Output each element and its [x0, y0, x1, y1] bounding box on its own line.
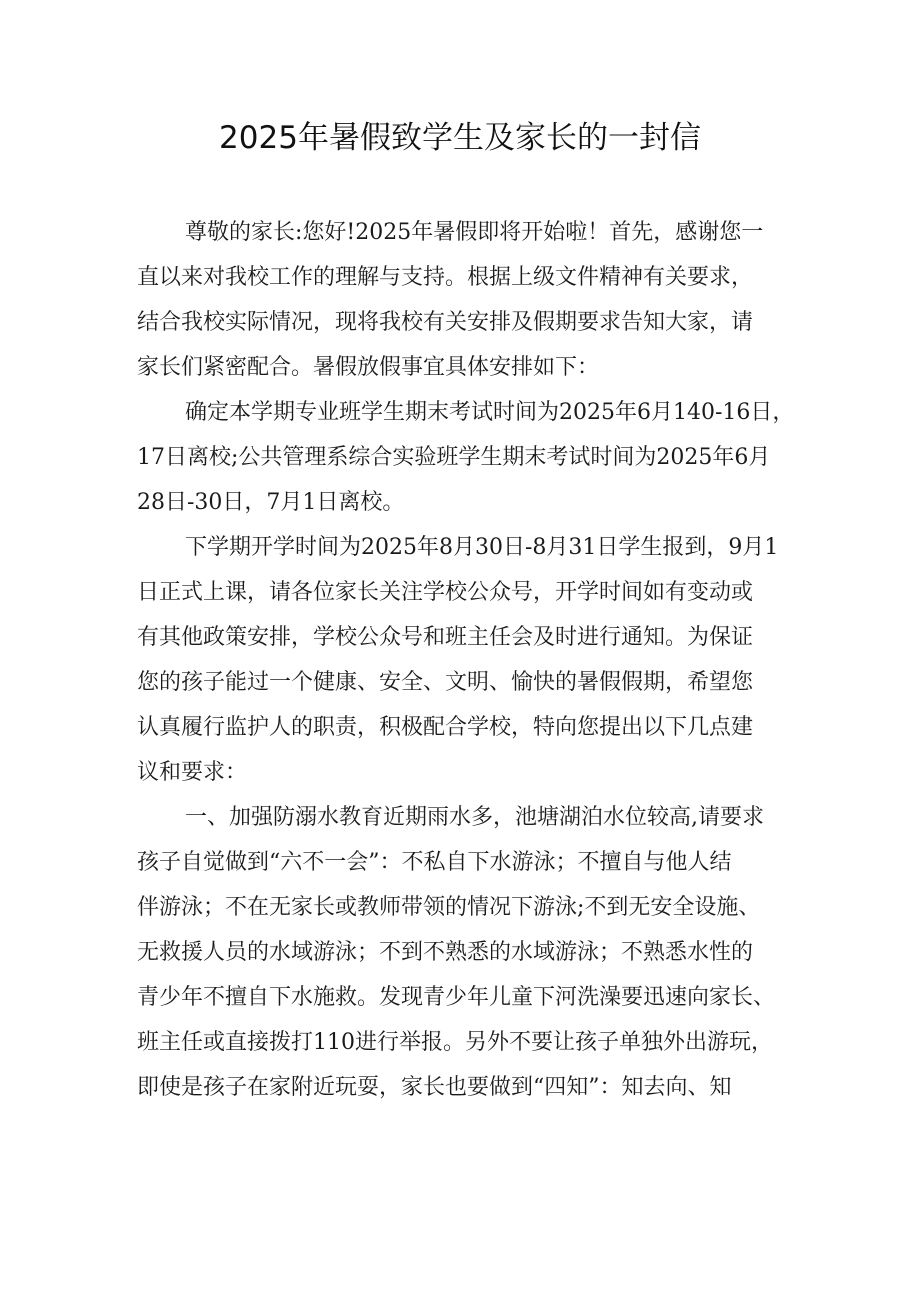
text-line: 28日-30日，7月1日离校。: [137, 490, 405, 515]
text-line: 议和要求：: [137, 760, 248, 785]
text-line: 日正式上课，请各位家长关注学校公众号，开学时间如有变动或: [137, 580, 754, 605]
text-line: 您的孩子能过一个健康、安全、文明、愉快的暑假假期，希望您: [137, 670, 754, 695]
document-body: [137, 210, 797, 1110]
paragraph-exam-schedule: [137, 390, 797, 525]
text-line: 直以来对我校工作的理解与支持。根据上级文件精神有关要求，: [137, 265, 754, 290]
text-line: 17日离校;公共管理系综合实验班学生期末考试时间为2025年6月: [137, 445, 771, 470]
text-line: 无救援人员的水域游泳；不到不熟悉的水域游泳；不熟悉水性的: [137, 940, 754, 965]
text-line: 青少年不擅自下水施救。发现青少年儿童下河洗澡要迅速向家长、: [137, 985, 776, 1010]
paragraph-greeting: [137, 210, 797, 390]
text-line: 结合我校实际情况，现将我校有关安排及假期要求告知大家，请: [137, 310, 754, 335]
text-line: 有其他政策安排，学校公众号和班主任会及时进行通知。为保证: [137, 625, 754, 650]
text-line: 尊敬的家长:您好!2025年暑假即将开始啦！首先，感谢您一: [185, 220, 764, 245]
paragraph-next-semester: [137, 525, 797, 795]
text-line: 孩子自觉做到“六不一会”：不私自下水游泳；不擅自与他人结: [137, 850, 732, 875]
text-line: 即使是孩子在家附近玩耍，家长也要做到“四知”：知去向、知: [137, 1075, 732, 1100]
document-title: 2025年暑假致学生及家长的一封信: [219, 120, 701, 156]
paragraph-drowning-prevention: [137, 795, 797, 1110]
text-line: 伴游泳；不在无家长或教师带领的情况下游泳;不到无安全设施、: [137, 895, 761, 920]
text-line: 班主任或直接拨打110进行举报。另外不要让孩子单独外出游玩，: [137, 1030, 773, 1055]
text-line: 一、加强防溺水教育近期雨水多，池塘湖泊水位较高,请要求: [185, 805, 764, 830]
text-line: 认真履行监护人的职责，积极配合学校，特向您提出以下几点建: [137, 715, 754, 740]
text-line: 家长们紧密配合。暑假放假事宜具体安排如下：: [137, 355, 600, 380]
text-line: 下学期开学时间为2025年8月30日-8月31日学生报到，9月1: [185, 535, 779, 560]
text-line: 确定本学期专业班学生期末考试时间为2025年6月140-16日，: [185, 400, 795, 425]
